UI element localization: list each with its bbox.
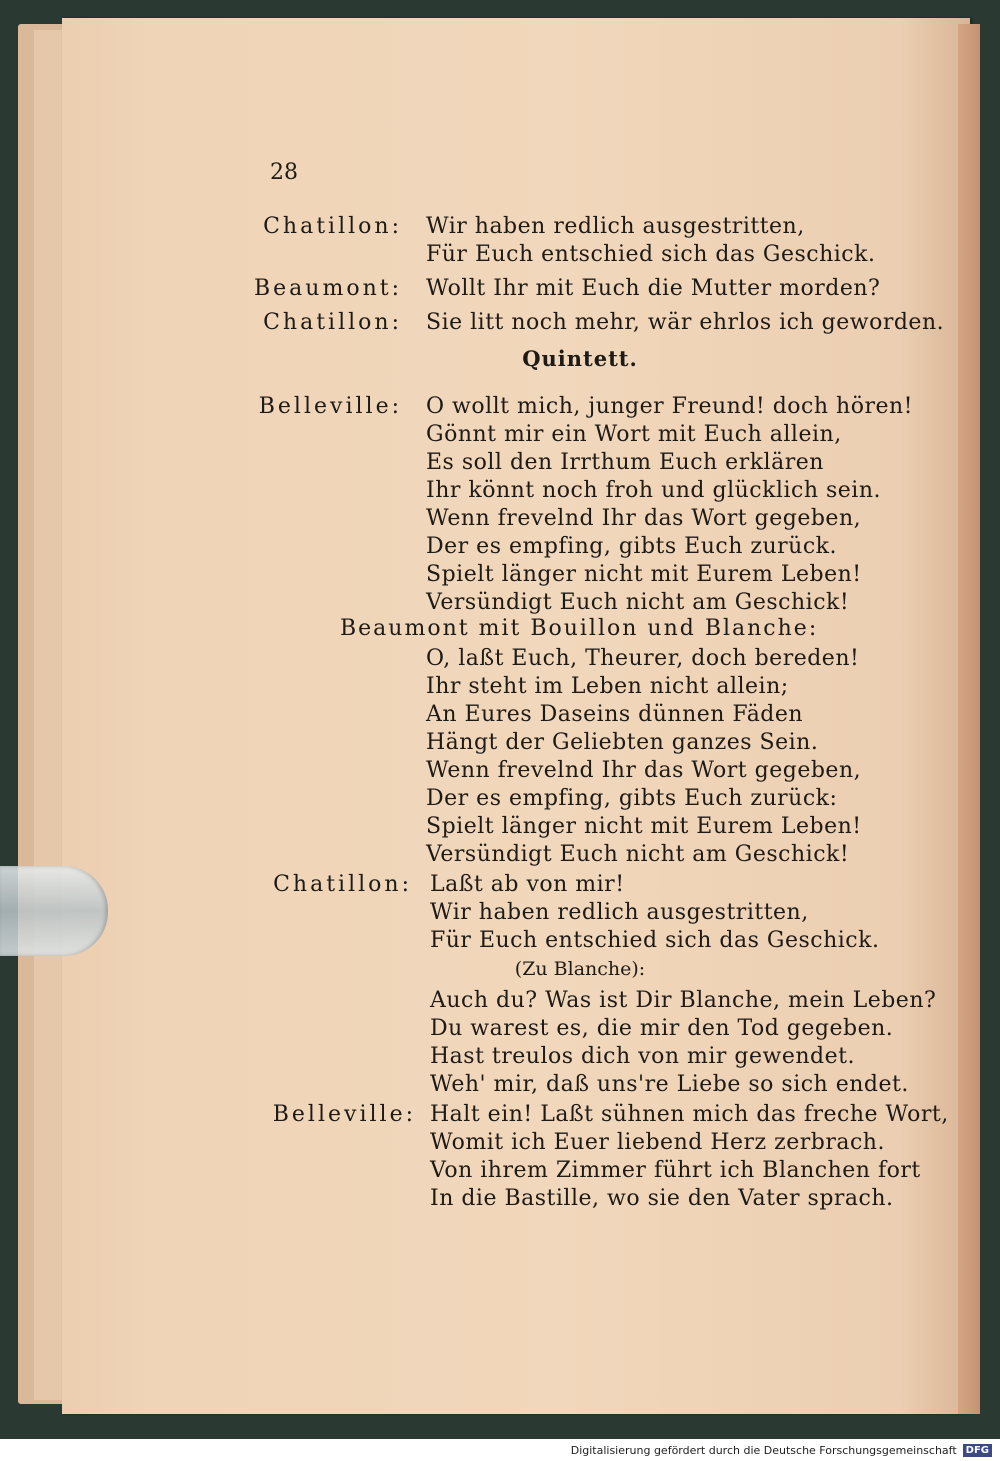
verse-line: Weh' mir, daß uns're Liebe so sich endet.	[430, 1072, 909, 1097]
verse-line: Laßt ab von mir!	[430, 872, 625, 897]
verse-line: Wenn frevelnd Ihr das Wort gegeben,	[426, 506, 862, 531]
verse-line: Womit ich Euer liebend Herz zerbrach.	[430, 1130, 885, 1155]
verse-line: Halt ein! Laßt sühnen mich das freche Wort,	[430, 1102, 949, 1127]
speaker-label-group: Beaumont mit Bouillon und Blanche:	[340, 616, 819, 641]
verse-line: Von ihrem Zimmer führt ich Blanchen fort	[430, 1158, 921, 1183]
speaker-label: Belleville:	[258, 394, 402, 419]
stage-direction: (Zu Blanche):	[514, 958, 646, 980]
verse-line: Wenn frevelnd Ihr das Wort gegeben,	[426, 758, 862, 783]
verse-line: An Eures Daseins dünnen Fäden	[426, 702, 804, 727]
verse-line: Wir haben redlich ausgestritten,	[426, 214, 805, 239]
verse-line: Ihr steht im Leben nicht allein;	[426, 674, 789, 699]
speaker-label: Beaumont:	[254, 276, 402, 301]
verse-line: Auch du? Was ist Dir Blanche, mein Leben?	[430, 988, 937, 1013]
verse-line: Für Euch entschied sich das Geschick.	[426, 242, 876, 267]
verse-line: O, laßt Euch, Theurer, doch bereden!	[426, 646, 860, 671]
verse-line: Wir haben redlich ausgestritten,	[430, 900, 809, 925]
verse-line: Gönnt mir ein Wort mit Euch allein,	[426, 422, 842, 447]
speaker-label: Chatillon:	[263, 214, 402, 239]
verse-line: Versündigt Euch nicht am Geschick!	[426, 842, 850, 867]
speaker-label: Chatillon:	[263, 310, 402, 335]
speaker-label: Belleville:	[272, 1102, 416, 1127]
verse-line: Versündigt Euch nicht am Geschick!	[426, 590, 850, 615]
dfg-logo: DFG	[963, 1444, 992, 1457]
verse-line: Es soll den Irrthum Euch erklären	[426, 450, 824, 475]
verse-line: Wollt Ihr mit Euch die Mutter morden?	[426, 276, 881, 301]
speaker-label: Chatillon:	[273, 872, 412, 897]
verse-line: Du warest es, die mir den Tod gegeben.	[430, 1016, 894, 1041]
verse-line: Für Euch entschied sich das Geschick.	[430, 928, 880, 953]
verse-line: Sie litt noch mehr, wär ehrlos ich geworden.	[426, 310, 945, 335]
page-number: 28	[270, 160, 298, 185]
section-heading: Quintett.	[522, 346, 638, 371]
verse-line: Ihr könnt noch froh und glücklich sein.	[426, 478, 881, 503]
verse-line: Hast treulos dich von mir gewendet.	[430, 1044, 855, 1069]
verse-line: In die Bastille, wo sie den Vater sprach.	[430, 1186, 894, 1211]
footer-text: Digitalisierung gefördert durch die Deutsche Forschungsgemeinschaft	[570, 1443, 957, 1457]
verse-line: Spielt länger nicht mit Eurem Leben!	[426, 562, 862, 587]
verse-line: Spielt länger nicht mit Eurem Leben!	[426, 814, 862, 839]
verse-line: Der es empfing, gibts Euch zurück:	[426, 786, 838, 811]
digitization-footer	[0, 1439, 1000, 1461]
verse-line: Hängt der Geliebten ganzes Sein.	[426, 730, 819, 755]
verse-line: Der es empfing, gibts Euch zurück.	[426, 534, 837, 559]
verse-line: O wollt mich, junger Freund! doch hören!	[426, 394, 913, 419]
